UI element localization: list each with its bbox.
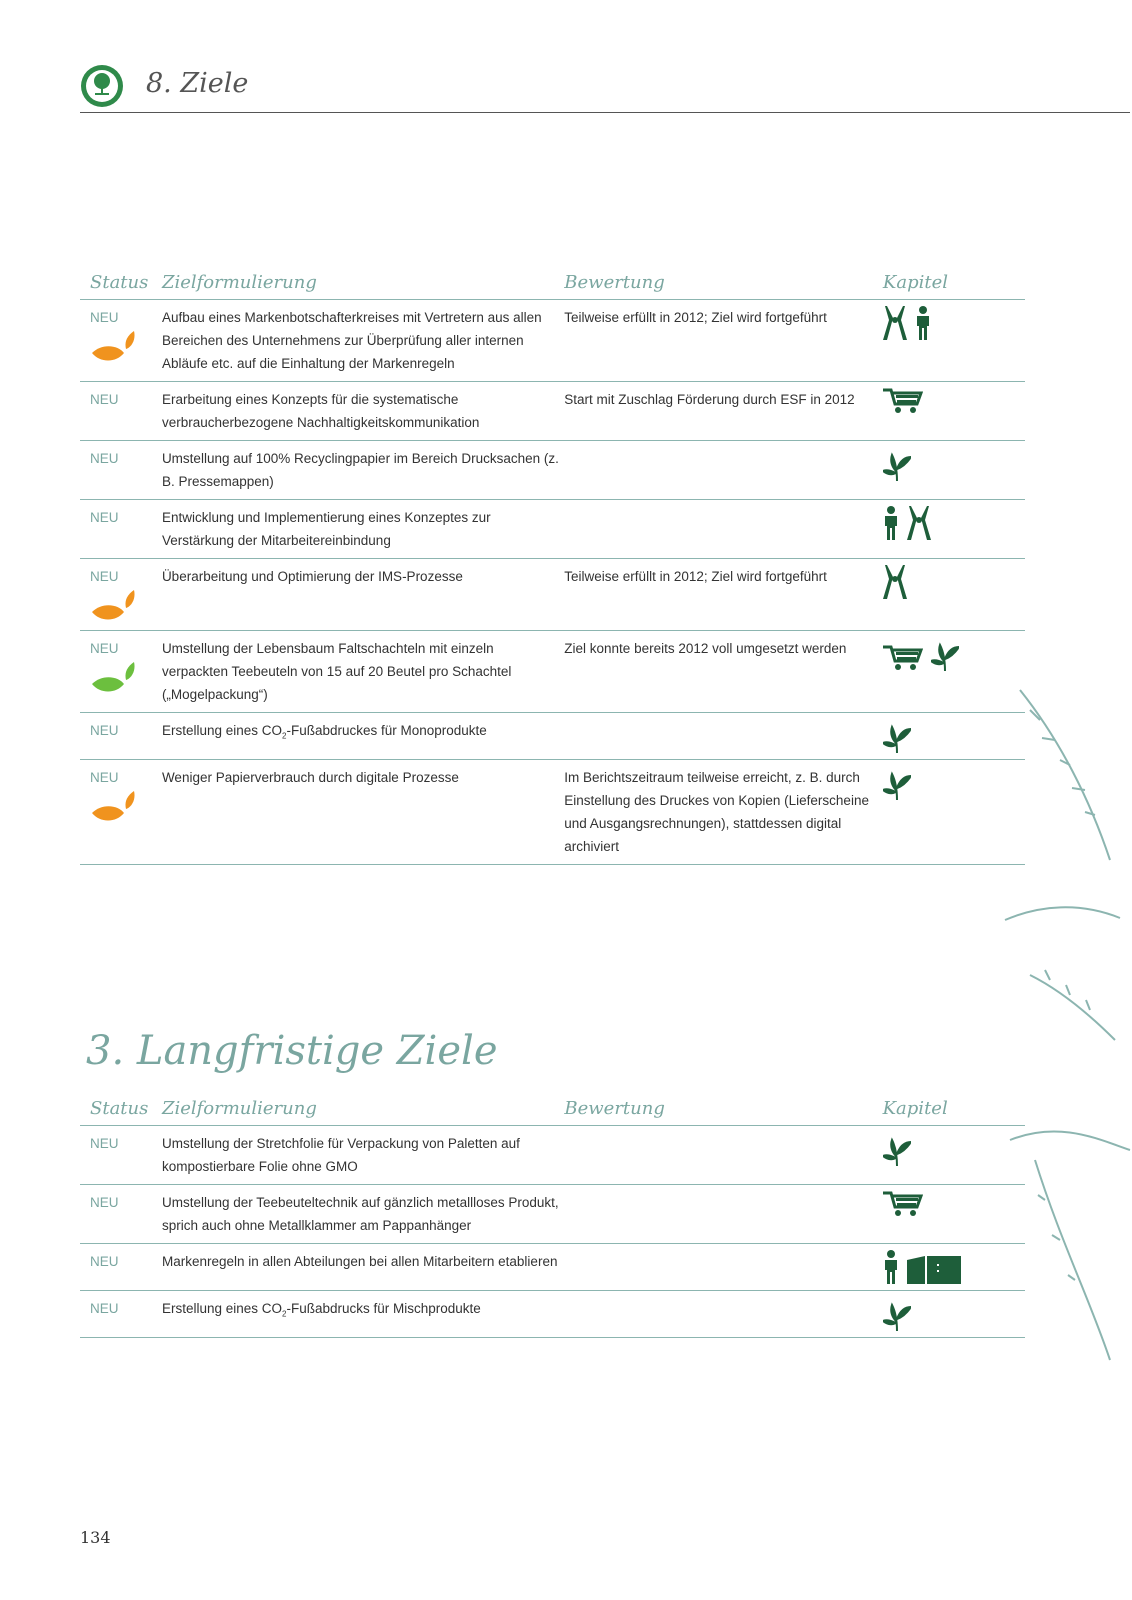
status-badge: NEU <box>90 310 119 325</box>
chapter-icons <box>883 559 1025 631</box>
rating-text: Teilweise erfüllt in 2012; Ziel wird fortgeführt <box>564 559 883 631</box>
status-cell <box>80 760 154 865</box>
goal-text <box>154 1291 564 1338</box>
chapter-icons <box>883 382 1025 441</box>
chapter-icons <box>883 300 1025 382</box>
goal-text-part: Erstellung eines CO <box>161 723 282 738</box>
goal-text-part: Erstellung eines CO <box>161 1301 283 1316</box>
goal-text: Erarbeitung eines Konzepts für die systematische verbraucherbezogene Nachhaltigkeitskommunikation <box>154 382 564 441</box>
person-icon <box>883 506 899 540</box>
table-row <box>80 713 1025 760</box>
col-chapter: Kapitel <box>883 272 1025 300</box>
rating-text: Ziel konnte bereits 2012 voll umgesetzt werden <box>564 631 883 713</box>
goal-text-part: -Fußabdrucks für Mischprodukte <box>286 1301 481 1316</box>
goal-text: Markenregeln in allen Abteilungen bei allen Mitarbeitern etablieren <box>154 1244 564 1291</box>
goal-text: Überarbeitung und Optimierung der IMS-Prozesse <box>154 559 564 631</box>
status-badge: NEU <box>90 1195 119 1210</box>
person-icon <box>883 1250 899 1284</box>
status-badge: NEU <box>90 1254 119 1269</box>
status-badge: NEU <box>90 1301 119 1316</box>
status-cell <box>80 1291 154 1338</box>
rating-text <box>564 713 883 760</box>
rating-text <box>564 441 883 500</box>
person-icon <box>915 306 931 340</box>
goal-text: Weniger Papierverbrauch durch digitale Prozesse <box>154 760 564 865</box>
status-badge: NEU <box>90 392 119 407</box>
goal-text: Umstellung der Lebensbaum Faltschachteln mit einzeln verpackten Teebeuteln von 15 auf 20 Beutel pro Schachtel („Mogelpackung“) <box>154 631 564 713</box>
leaf-orange-icon <box>90 590 136 624</box>
plant-icon <box>931 637 959 671</box>
goal-text-subscript: 2 <box>282 1309 287 1319</box>
goal-text: Umstellung der Teebeuteltechnik auf gänzlich metallloses Produkt, sprich auch ohne Metallklammer am Pappanhänger <box>154 1185 564 1244</box>
status-cell <box>80 1244 154 1291</box>
table-row <box>80 1291 1025 1338</box>
table-row <box>80 1126 1025 1185</box>
plant-icon <box>883 1132 911 1166</box>
lebensbaum-logo <box>80 64 124 108</box>
goal-text: Umstellung auf 100% Recyclingpapier im Bereich Drucksachen (z. B. Pressemappen) <box>154 441 564 500</box>
rating-text <box>564 500 883 559</box>
rating-text <box>564 1244 882 1291</box>
col-rating: Bewertung <box>564 272 883 300</box>
status-badge: NEU <box>90 641 119 656</box>
status-cell <box>80 382 154 441</box>
goal-text-part: -Fußabdruckes für Monoprodukte <box>286 723 487 738</box>
plant-icon <box>883 447 911 481</box>
goal-text <box>154 713 564 760</box>
goal-text: Aufbau eines Markenbotschafterkreises mit Vertretern aus allen Bereichen des Unternehmens zur Überprüfung aller internen Abläufe etc. auf die Einhaltung der Markenregeln <box>154 300 564 382</box>
goal-text-subscript: 2 <box>282 731 287 741</box>
chapter-title: 8. Ziele <box>146 68 249 99</box>
status-cell <box>80 300 154 382</box>
status-badge: NEU <box>90 1136 119 1151</box>
table-row <box>80 559 1025 631</box>
status-badge: NEU <box>90 451 119 466</box>
status-cell <box>80 631 154 713</box>
plant-icon <box>883 766 911 800</box>
chapter-icons <box>883 441 1025 500</box>
plant-icon <box>883 719 911 753</box>
status-cell <box>80 1126 154 1185</box>
rating-text: Start mit Zuschlag Förderung durch ESF in 2012 <box>564 382 883 441</box>
cart-icon <box>883 388 923 414</box>
rating-text: Im Berichtszeitraum teilweise erreicht, z. B. durch Einstellung des Druckes von Kopien (Lieferscheine und Ausgangsrechnungen), stattdessen digital archiviert <box>564 760 883 865</box>
rating-text: Teilweise erfüllt in 2012; Ziel wird fortgeführt <box>564 300 883 382</box>
table-row <box>80 760 1025 865</box>
rating-text <box>564 1126 882 1185</box>
building-icon <box>907 1254 961 1284</box>
col-chapter: Kapitel <box>883 1098 1025 1126</box>
status-cell <box>80 559 154 631</box>
pliers-icon <box>907 506 931 540</box>
col-rating: Bewertung <box>564 1098 882 1126</box>
col-status: Status <box>80 1098 154 1126</box>
status-cell <box>80 441 154 500</box>
status-badge: NEU <box>90 569 119 584</box>
status-cell <box>80 713 154 760</box>
status-cell <box>80 1185 154 1244</box>
goals-table-body <box>80 300 1025 865</box>
goal-text: Entwicklung und Implementierung eines Konzeptes zur Verstärkung der Mitarbeitereinbindung <box>154 500 564 559</box>
grass-decoration <box>1000 680 1132 1580</box>
goals-table <box>80 272 1025 865</box>
table-row <box>80 382 1025 441</box>
table-row <box>80 300 1025 382</box>
rating-text <box>564 1291 882 1338</box>
col-goal: Zielformulierung <box>154 272 564 300</box>
table-row <box>80 500 1025 559</box>
leaf-green-icon <box>90 662 136 696</box>
col-goal: Zielformulierung <box>154 1098 564 1126</box>
status-badge: NEU <box>90 770 119 785</box>
leaf-orange-icon <box>90 331 136 365</box>
status-cell <box>80 500 154 559</box>
table-row <box>80 1185 1025 1244</box>
table-row <box>80 1244 1025 1291</box>
section-title: 3. Langfristige Ziele <box>86 1028 498 1074</box>
longterm-goals-table-body <box>80 1126 1025 1338</box>
page-number: 134 <box>80 1528 111 1547</box>
table-row <box>80 631 1025 713</box>
header-rule <box>80 112 1130 113</box>
cart-icon <box>883 1191 923 1217</box>
longterm-goals-table <box>80 1098 1025 1338</box>
plant-icon <box>883 1297 911 1331</box>
col-status: Status <box>80 272 154 300</box>
cart-icon <box>883 645 923 671</box>
leaf-orange-icon <box>90 791 136 825</box>
status-badge: NEU <box>90 723 119 738</box>
rating-text <box>564 1185 882 1244</box>
table-row <box>80 441 1025 500</box>
chapter-icons <box>883 500 1025 559</box>
pliers-icon <box>883 306 907 340</box>
pliers-icon <box>883 565 907 599</box>
status-badge: NEU <box>90 510 119 525</box>
goal-text: Umstellung der Stretchfolie für Verpackung von Paletten auf kompostierbare Folie ohne GMO <box>154 1126 564 1185</box>
